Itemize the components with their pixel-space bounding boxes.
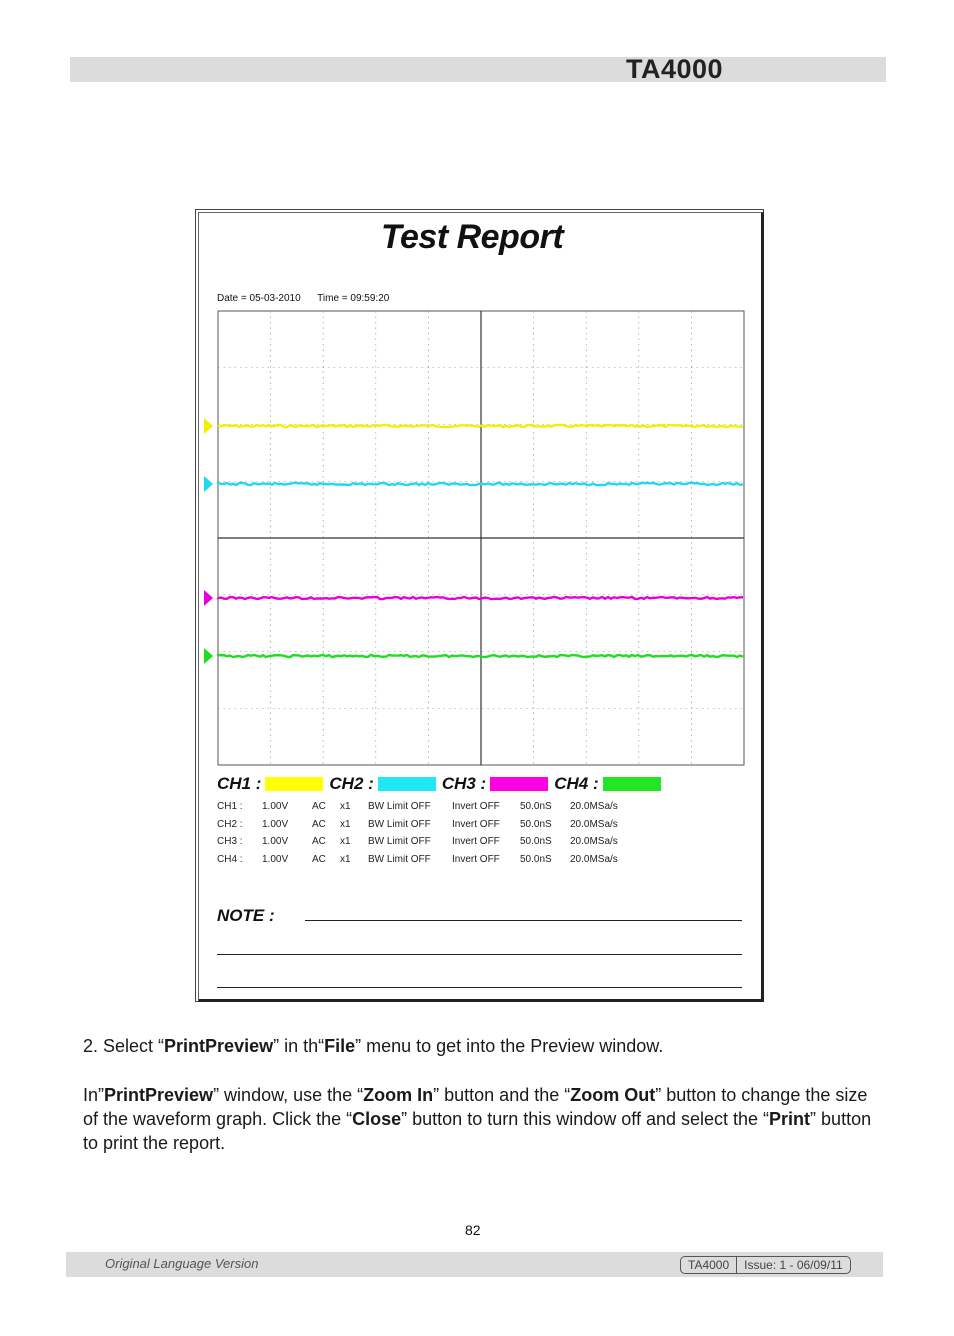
channel-markers	[204, 418, 213, 664]
channel-cell: Invert OFF	[452, 836, 500, 848]
legend-ch3-label: CH3 :	[441, 774, 487, 793]
bold-term: Close	[352, 1109, 402, 1129]
channel-marker-icon	[204, 476, 213, 492]
channel-cell: 1.00V	[262, 818, 289, 830]
channel-cell: CH4 :	[217, 853, 243, 865]
channel-cell: CH2 :	[217, 818, 243, 830]
channel-cell: CH1 :	[217, 801, 243, 813]
channel-row	[217, 833, 640, 851]
text-run: ” button to turn this window off and select the “	[401, 1109, 770, 1129]
legend-ch3-swatch	[490, 777, 548, 791]
channel-cell: Invert OFF	[452, 801, 500, 813]
report-date-time: Date = 05-03-2010 Time = 09:59:20	[217, 293, 390, 304]
channel-cell: x1	[340, 836, 351, 848]
text-run: ” button and the “	[433, 1085, 571, 1105]
channel-cell: 50.0nS	[520, 818, 552, 830]
channel-cell: 20.0MSa/s	[570, 853, 618, 865]
legend-ch2-swatch	[378, 777, 436, 791]
channel-row	[217, 816, 640, 834]
channel-legend	[217, 774, 667, 794]
channel-cell: 1.00V	[262, 801, 289, 813]
legend-ch1-label: CH1 :	[217, 774, 262, 793]
channel-cell: 20.0MSa/s	[570, 801, 618, 813]
channel-marker-icon	[204, 590, 213, 606]
text-run: ” menu to get into the Preview window.	[355, 1036, 664, 1056]
header-bar	[70, 57, 886, 82]
bold-term: File	[324, 1036, 356, 1056]
channel-cell: Invert OFF	[452, 818, 500, 830]
legend-ch4-label: CH4 :	[554, 774, 599, 793]
legend-ch3	[442, 774, 548, 794]
note-line	[217, 954, 742, 955]
channel-row	[217, 851, 640, 869]
channel-cell: 20.0MSa/s	[570, 818, 618, 830]
channel-settings-table	[217, 798, 640, 868]
text-run: 2. Select “	[83, 1036, 165, 1056]
channel-cell: Invert OFF	[452, 853, 500, 865]
step-2-paragraph	[83, 1034, 883, 1058]
preview-instructions-paragraph	[83, 1083, 873, 1155]
waveform-grid	[218, 311, 744, 765]
legend-ch1	[217, 774, 323, 794]
channel-cell: x1	[340, 853, 351, 865]
channel-cell: AC	[312, 836, 326, 848]
legend-ch4-swatch	[603, 777, 661, 791]
bold-term: Print	[769, 1109, 811, 1129]
report-title: Test Report	[381, 218, 564, 256]
header-title: TA4000	[626, 54, 724, 84]
channel-cell: BW Limit OFF	[368, 818, 431, 830]
channel-cell: BW Limit OFF	[368, 801, 431, 813]
legend-ch4	[554, 774, 660, 794]
channel-cell: CH3 :	[217, 836, 243, 848]
bold-term: PrintPreview	[164, 1036, 274, 1056]
channel-marker-icon	[204, 648, 213, 664]
channel-cell: AC	[312, 801, 326, 813]
page-number: 82	[465, 1222, 481, 1238]
channel-marker-icon	[204, 418, 213, 434]
channel-cell: x1	[340, 801, 351, 813]
channel-cell: x1	[340, 818, 351, 830]
note-line	[305, 920, 742, 921]
legend-ch1-swatch	[265, 777, 323, 791]
channel-cell: 1.00V	[262, 853, 289, 865]
footer-language: Original Language Version	[105, 1256, 259, 1271]
text-run: ” in th“	[273, 1036, 325, 1056]
channel-cell: 20.0MSa/s	[570, 836, 618, 848]
bold-term: Zoom Out	[570, 1085, 656, 1105]
footer-model: TA4000	[688, 1258, 730, 1272]
text-run: In”	[83, 1085, 105, 1105]
footer-model-issue	[680, 1256, 851, 1274]
channel-cell: AC	[312, 818, 326, 830]
text-run: ” window, use the “	[213, 1085, 364, 1105]
waveform-graph	[204, 308, 749, 768]
legend-ch2	[329, 774, 435, 794]
channel-trace	[218, 425, 743, 427]
footer-issue: Issue: 1 - 06/09/11	[744, 1258, 843, 1272]
note-label: NOTE :	[217, 906, 275, 925]
text-run: ” button to print the report.	[83, 1109, 872, 1153]
channel-cell: 50.0nS	[520, 836, 552, 848]
channel-cell: 50.0nS	[520, 801, 552, 813]
bold-term: PrintPreview	[104, 1085, 214, 1105]
text-run: ” button to change the size of the waveform graph. Click the “	[83, 1085, 868, 1129]
test-report-image	[195, 209, 764, 1002]
note-line	[217, 987, 742, 988]
channel-cell: 50.0nS	[520, 853, 552, 865]
channel-cell: BW Limit OFF	[368, 836, 431, 848]
channel-row	[217, 798, 640, 816]
bold-term: Zoom In	[363, 1085, 434, 1105]
channel-cell: BW Limit OFF	[368, 853, 431, 865]
channel-cell: 1.00V	[262, 836, 289, 848]
legend-ch2-label: CH2 :	[329, 774, 374, 793]
channel-cell: AC	[312, 853, 326, 865]
